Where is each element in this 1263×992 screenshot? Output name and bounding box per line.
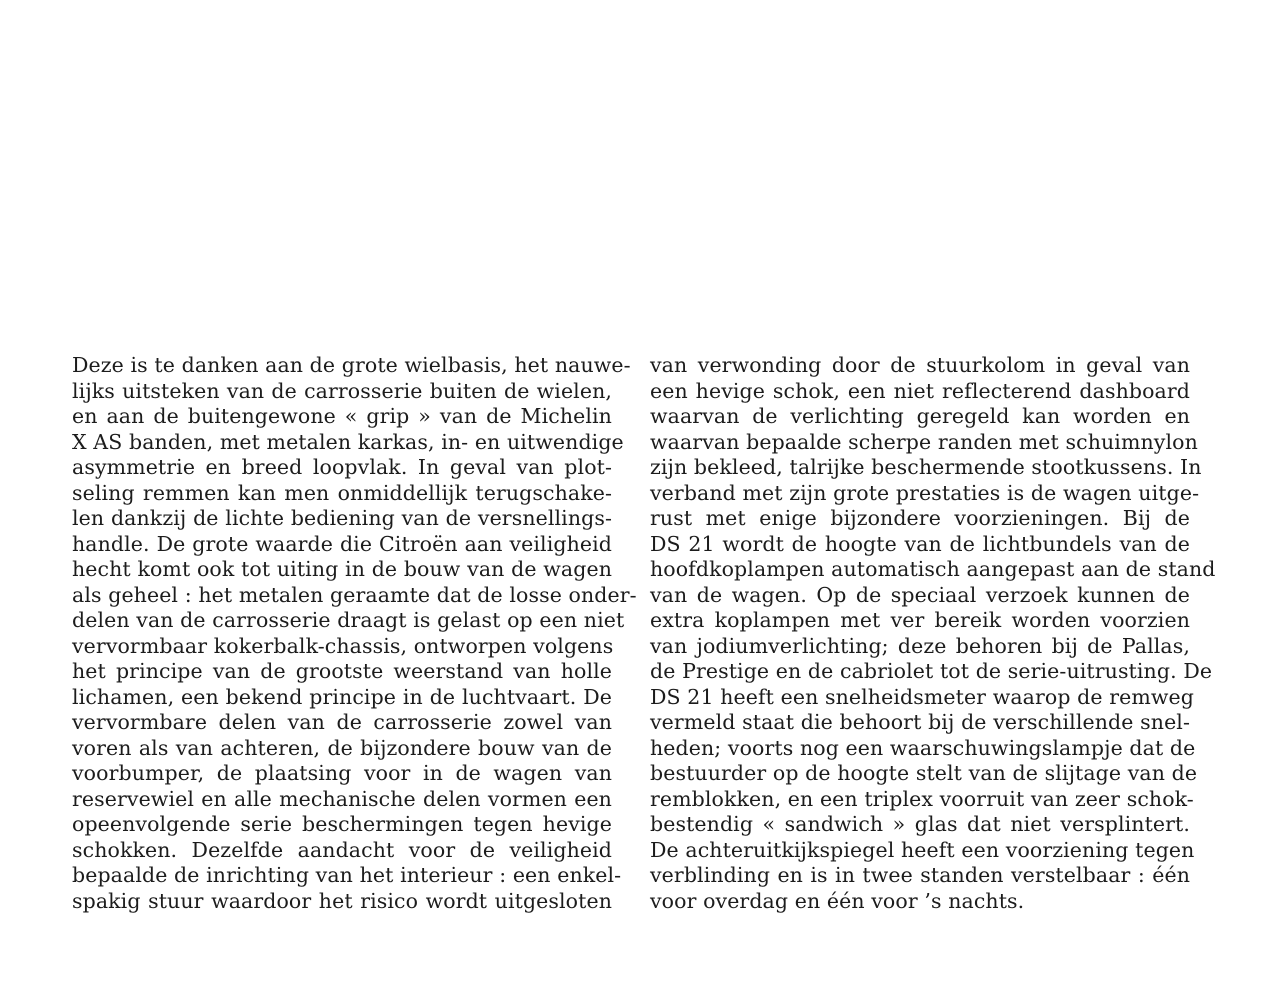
text-line: bestendig « sandwich » glas dat niet versplintert. <box>650 812 1190 836</box>
text-line: vervormbare delen van de carrosserie zowel van <box>72 710 612 734</box>
text-line: handle. De grote waarde die Citroën aan veiligheid <box>72 531 612 556</box>
text-line: heden; voorts nog een waarschuwingslampje dat de <box>650 735 1196 760</box>
text-line: seling remmen kan men onmiddellijk terugschake- <box>72 480 612 505</box>
text-line: het principe van de grootste weerstand van holle <box>72 659 612 683</box>
text-line: van verwonding door de stuurkolom in geval van <box>650 353 1190 377</box>
text-line: opeenvolgende serie beschermingen tegen hevige <box>72 812 612 836</box>
text-line: Deze is te danken aan de grote wielbasis, het nauwe- <box>72 353 631 377</box>
text-line: vervormbaar kokerbalk-chassis, ontworpen volgens <box>72 633 614 658</box>
text-line: bepaalde de inrichting van het interieur : een enkel- <box>72 863 622 887</box>
text-line: en aan de buitengewone « grip » van de Michelin <box>72 404 612 428</box>
text-line: hoofdkoplampen automatisch aangepast aan de stand <box>650 557 1216 581</box>
text-column-right <box>650 353 1216 914</box>
text-line: voor overdag en één voor ’s nachts. <box>650 888 1025 913</box>
text-line: len dankzij de lichte bediening van de versnellings- <box>72 506 612 530</box>
text-line: asymmetrie en breed loopvlak. In geval van plot- <box>72 455 612 479</box>
text-line: van de wagen. Op de speciaal verzoek kunnen de <box>650 582 1190 607</box>
text-line: hecht komt ook tot uiting in de bouw van de wagen <box>72 557 612 581</box>
text-line: lijks uitsteken van de carrosserie buiten de wielen, <box>72 378 612 403</box>
text-line: verblinding en is in twee standen verstelbaar : één <box>650 863 1190 887</box>
text-line: verband met zijn grote prestaties is de wagen uitge- <box>650 480 1200 505</box>
text-line: X AS banden, met metalen karkas, in- en uitwendige <box>72 429 624 454</box>
text-line: waarvan de verlichting geregeld kan worden en <box>650 404 1190 428</box>
text-line: delen van de carrosserie draagt is gelast op een niet <box>72 608 625 632</box>
text-line: bestuurder op de hoogte stelt van de slijtage van de <box>650 761 1198 785</box>
text-line: zijn bekleed, talrijke beschermende stootkussens. In <box>650 455 1202 479</box>
text-line: rust met enige bijzondere voorzieningen. Bij de <box>650 506 1190 530</box>
text-line: vermeld staat die behoort bij de verschillende snel- <box>650 710 1190 734</box>
text-line: DS 21 heeft een snelheidsmeter waarop de remweg <box>650 684 1195 709</box>
text-line: spakig stuur waardoor het risico wordt uitgesloten <box>72 888 612 913</box>
text-line: waarvan bepaalde scherpe randen met schuimnylon <box>650 429 1198 454</box>
text-line: de Prestige en de cabriolet tot de serie-uitrusting. De <box>650 659 1213 683</box>
text-line: voren als van achteren, de bijzondere bouw van de <box>72 735 612 760</box>
text-line: reservewiel en alle mechanische delen vormen een <box>72 786 612 811</box>
text-line: voorbumper, de plaatsing voor in de wagen van <box>72 761 612 785</box>
text-line: remblokken, en een triplex voorruit van zeer schok- <box>650 786 1194 811</box>
text-line: extra koplampen met ver bereik worden voorzien <box>650 608 1190 632</box>
text-line: een hevige schok, een niet reflecterend dashboard <box>650 378 1190 403</box>
text-line: schokken. Dezelfde aandacht voor de veiligheid <box>72 837 612 862</box>
text-column-left <box>72 353 637 914</box>
text-line: als geheel : het metalen geraamte dat de losse onder- <box>72 582 637 607</box>
text-line: DS 21 wordt de hoogte van de lichtbundels van de <box>650 531 1190 556</box>
text-line: De achteruitkijkspiegel heeft een voorziening tegen <box>650 837 1195 862</box>
text-line: van jodiumverlichting; deze behoren bij de Pallas, <box>650 633 1190 658</box>
text-line: lichamen, een bekend principe in de luchtvaart. De <box>72 684 612 709</box>
